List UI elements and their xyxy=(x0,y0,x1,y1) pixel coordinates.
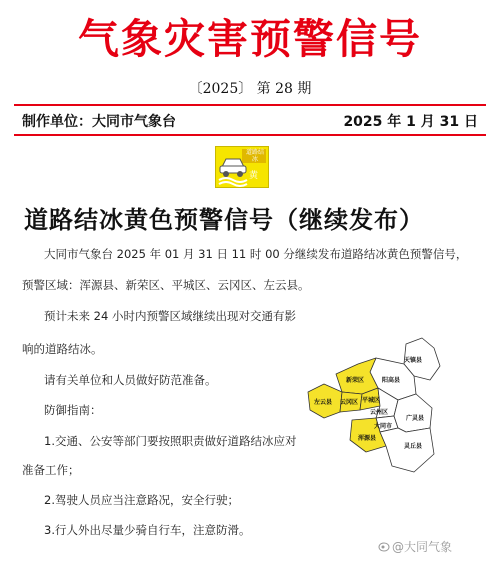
para-line: 大同市气象台 2025 年 01 月 31 日 11 时 00 分继续发布道路结冰黄色预警信号， xyxy=(44,247,468,261)
warning-area-map xyxy=(306,336,454,476)
page-title: 气象灾害预警信号 xyxy=(78,15,422,63)
para-line: 1.交通、公安等部门要按照职责做好道路结冰应对 xyxy=(44,434,297,448)
map-region-guangling xyxy=(394,394,432,432)
map-label: 浑源县 xyxy=(358,435,377,442)
map-label: 阳高县 xyxy=(382,377,401,384)
map-label: 平城区 xyxy=(362,397,381,404)
para-line: 准备工作； xyxy=(22,463,80,477)
watermark: @大同气象 xyxy=(392,540,453,554)
divider-top xyxy=(14,104,486,106)
weibo-icon xyxy=(378,540,390,552)
map-label: 云州区 xyxy=(370,409,389,416)
badge-label: 道路结冰 xyxy=(245,149,264,163)
para-line: 请有关单位和人员做好防范准备。 xyxy=(44,373,217,387)
para-line: 预计未来 24 小时内预警区域继续出现对交通有影 xyxy=(44,309,296,323)
map-region-xinrong xyxy=(336,358,378,394)
map-label: 灵丘县 xyxy=(404,443,423,450)
para-line: 2.驾驶人员应当注意路况，安全行驶； xyxy=(44,493,239,507)
para-line: 防御指南： xyxy=(44,403,102,417)
issue-date: 2025 年 1 月 31 日 xyxy=(343,114,478,130)
map-label: 云冈区 xyxy=(340,399,359,406)
map-label: 左云县 xyxy=(314,399,333,406)
map-label: 新荣区 xyxy=(346,377,365,384)
svg-text:黄: 黄 xyxy=(249,171,259,181)
divider-bottom xyxy=(14,134,486,136)
issuing-unit: 制作单位：大同市气象台 xyxy=(22,114,176,130)
map-label: 广灵县 xyxy=(406,415,425,422)
warning-badge xyxy=(215,146,269,188)
map-label: 大同市 xyxy=(374,423,393,430)
issue-number: 〔2025〕 第 28 期 xyxy=(188,81,312,97)
para-line: 响的道路结冰。 xyxy=(22,342,103,356)
map-region-lingqiu xyxy=(380,428,434,472)
warning-heading: 道路结冰黄色预警信号（继续发布） xyxy=(24,205,424,234)
para-line: 预警区域：浑源县、新荣区、平城区、云冈区、左云县。 xyxy=(22,278,310,292)
map-label: 天镇县 xyxy=(404,357,423,364)
para-line: 3.行人外出尽量少骑自行车，注意防滑。 xyxy=(44,523,251,537)
